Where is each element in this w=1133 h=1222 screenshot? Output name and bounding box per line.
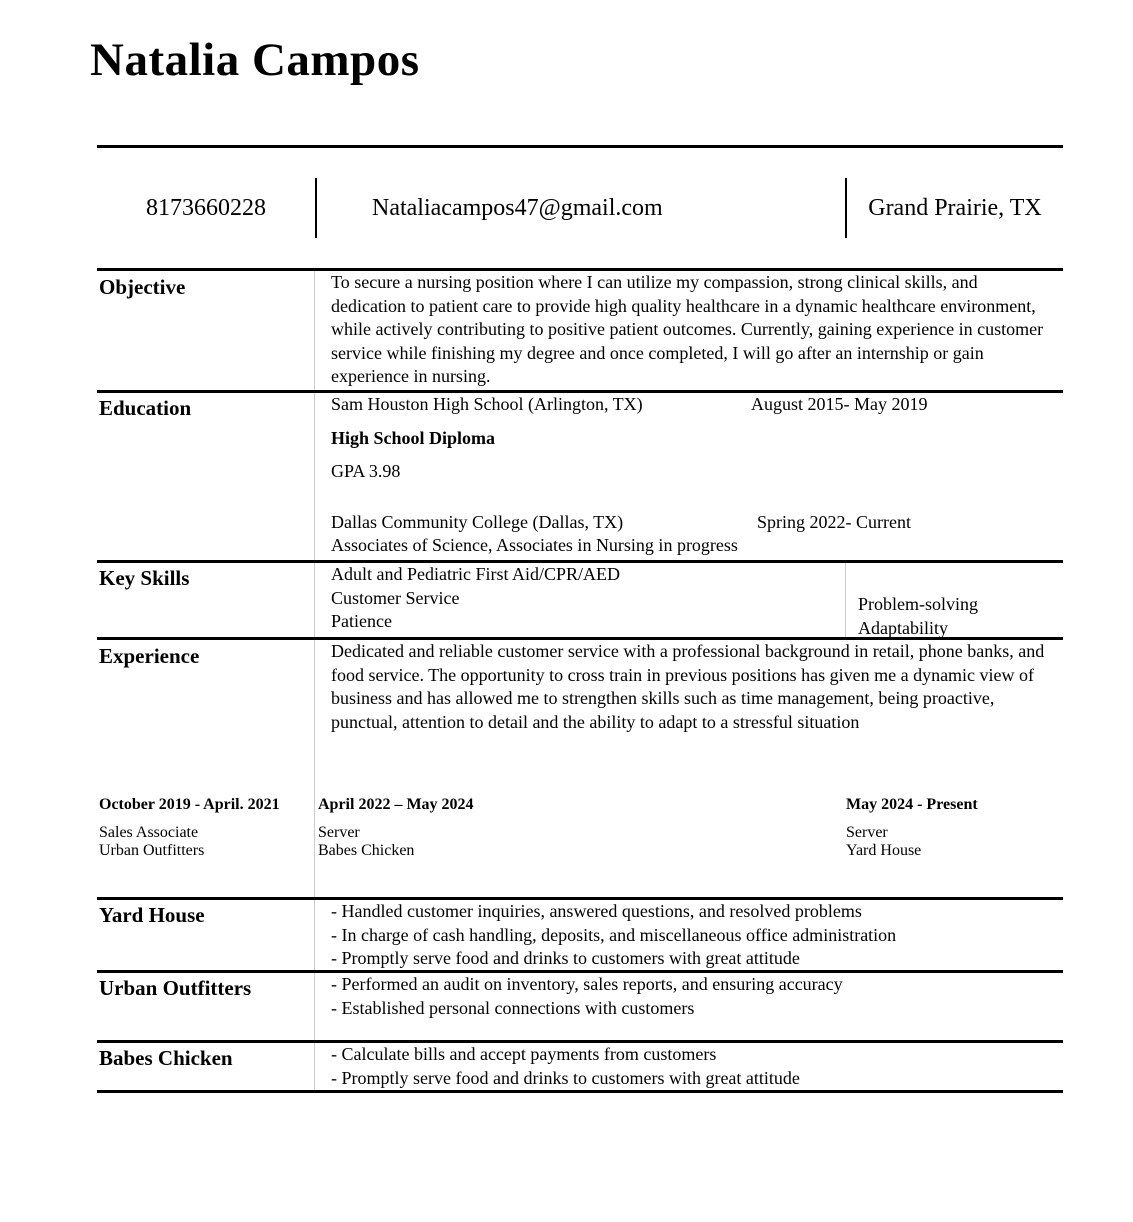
babes-chicken-section (97, 1040, 1063, 1093)
job-title: Server (318, 824, 360, 841)
skills-list-right (858, 593, 978, 640)
skill-item: Customer Service (331, 587, 460, 608)
urban-outfitters-body-cell (315, 973, 1063, 1040)
objective-heading-cell (97, 271, 315, 390)
yard-house-section (97, 897, 1063, 970)
objective-text: To secure a nursing position where I can utilize my compassion, strong clinical skills, and dedication to patient care to provide high quality healthcare in a dynamic healthcare environment, while actively contributing to positive patient outcomes. Currently, gaining experience in customer service while finishing my degree and once completed, I will go after an internship or gain experience in nursing. (331, 272, 1044, 386)
yard-house-heading: Yard House (99, 903, 205, 927)
job-company: Yard House (846, 842, 922, 859)
education-heading: Education (99, 396, 192, 420)
job-company: Urban Outfitters (99, 842, 205, 859)
contact-location: Grand Prairie, TX (868, 195, 1042, 221)
objective-body-cell (315, 271, 1063, 390)
bullet-line: - In charge of cash handling, deposits, and miscellaneous office administration (331, 924, 897, 945)
bullet-line: - Calculate bills and accept payments from customers (331, 1044, 717, 1064)
bullet-line: - Promptly serve food and drinks to customers with great attitude (331, 1067, 800, 1088)
education-entry (331, 393, 1057, 417)
yard-house-heading-cell (97, 900, 315, 970)
objective-heading: Objective (99, 275, 186, 299)
skills-column-divider (845, 563, 846, 637)
key-skills-heading: Key Skills (99, 566, 190, 590)
contact-phone: 8173660228 (146, 195, 266, 221)
urban-outfitters-heading-cell (97, 973, 315, 1040)
bullet-line: - Promptly serve food and drinks to customers with great attitude (331, 948, 800, 968)
urban-outfitters-section (97, 970, 1063, 1040)
job-company: Babes Chicken (318, 842, 415, 859)
experience-heading: Experience (99, 644, 200, 668)
bullet-line: - Established personal connections with customers (331, 997, 695, 1018)
yard-house-body-cell (315, 900, 1063, 970)
job-dates: April 2022 – May 2024 (318, 796, 474, 813)
key-skills-section (97, 560, 1063, 637)
education-gpa: GPA 3.98 (331, 461, 401, 481)
school-dates: August 2015- May 2019 (751, 394, 928, 414)
experience-section (97, 637, 1063, 897)
skill-item: Adult and Pediatric First Aid/CPR/AED (331, 564, 621, 584)
job-entry (97, 796, 315, 860)
education-diploma: High School Diploma (331, 427, 496, 448)
key-skills-heading-cell (97, 563, 315, 637)
job-entry (845, 796, 1063, 860)
school-dates: Spring 2022- Current (757, 511, 911, 532)
experience-summary: Dedicated and reliable customer service with a professional background in retail, phone banks, and food service. The opportunity to cross train in previous positions has given me a dynamic view of business and has allowed me to strengthen skills such as time management, being proactive, punctual, attention to detail and the ability to adapt to a stressful situation (331, 641, 1045, 732)
job-title: Sales Associate (99, 824, 199, 841)
education-entry (331, 511, 1057, 535)
education-heading-cell (97, 393, 315, 560)
resume-header (0, 0, 1133, 145)
babes-chicken-heading-cell (97, 1043, 315, 1090)
person-name: Natalia Campos (90, 34, 420, 86)
objective-section (97, 268, 1063, 390)
babes-chicken-body-cell (315, 1043, 1063, 1090)
urban-outfitters-heading: Urban Outfitters (99, 976, 252, 1000)
education-body-cell (315, 393, 1063, 560)
school-name: Sam Houston High School (Arlington, TX) (331, 394, 643, 414)
education-section (97, 390, 1063, 560)
job-entry (315, 796, 845, 860)
resume-table (97, 145, 1063, 1093)
skill-item: Patience (331, 611, 392, 631)
contact-row (97, 145, 1063, 268)
key-skills-body-cell (315, 563, 1063, 637)
bullet-line: - Performed an audit on inventory, sales reports, and ensuring accuracy (331, 974, 843, 994)
school-name: Dallas Community College (Dallas, TX) (331, 511, 624, 532)
education-associates: Associates of Science, Associates in Nursing in progress (331, 535, 738, 555)
job-dates: October 2019 - April. 2021 (99, 796, 280, 813)
contact-email: Nataliacampos47@gmail.com (372, 195, 663, 221)
job-dates: May 2024 - Present (846, 796, 978, 813)
job-title: Server (846, 824, 888, 841)
job-history-grid (97, 796, 1063, 860)
bullet-line: - Handled customer inquiries, answered questions, and resolved problems (331, 901, 862, 921)
skill-item: Adaptability (858, 617, 948, 638)
skill-item: Problem-solving (858, 594, 978, 614)
babes-chicken-heading: Babes Chicken (99, 1046, 233, 1070)
